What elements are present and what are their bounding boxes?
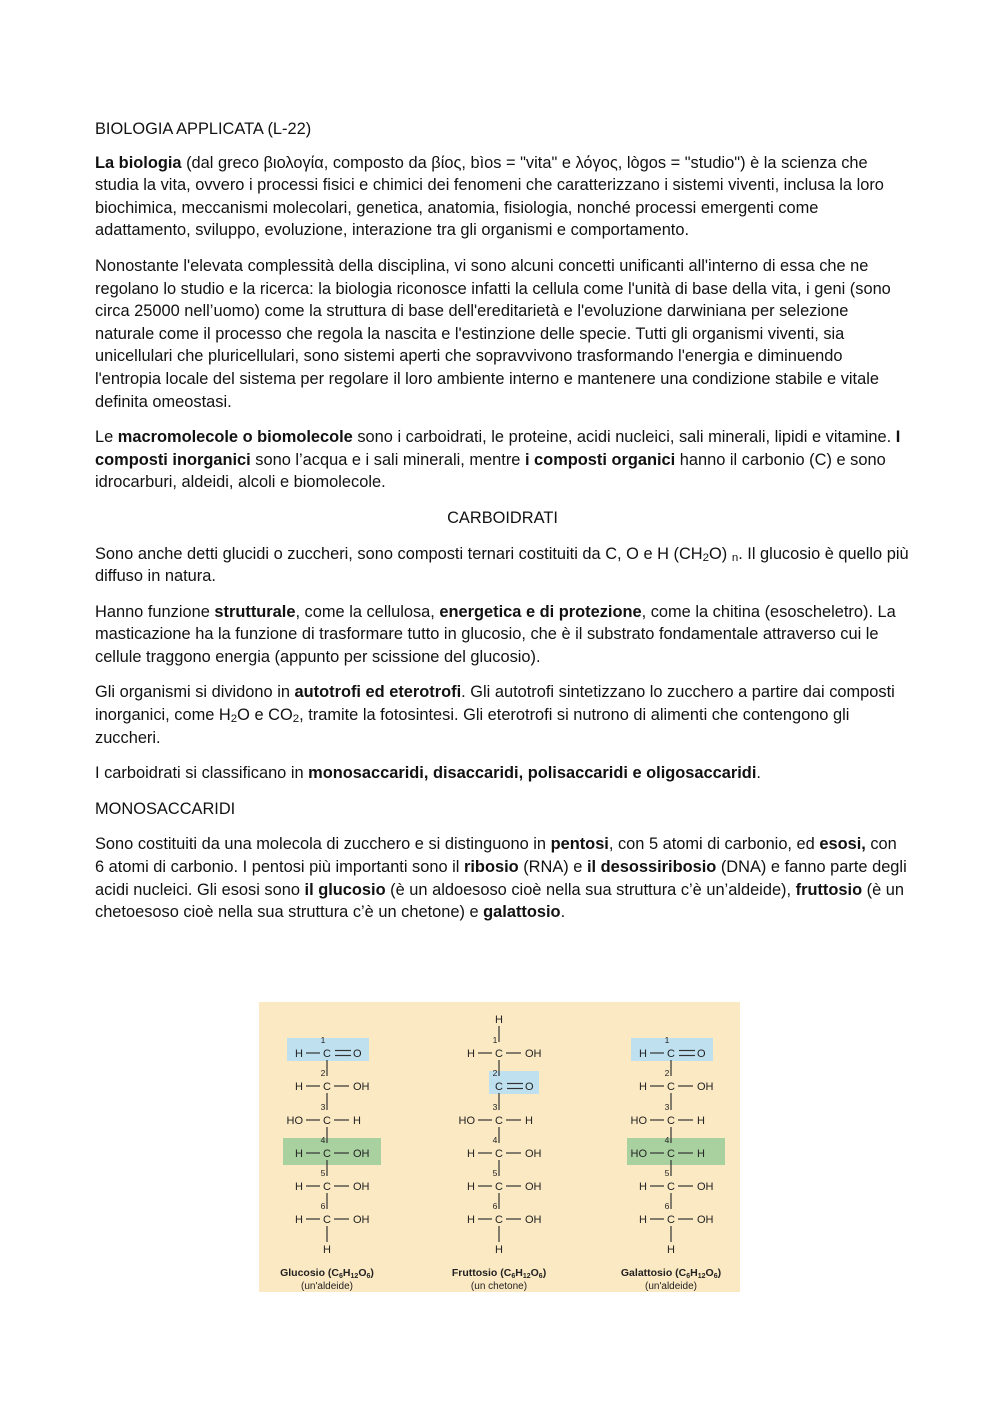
atom-left: H [467, 1148, 475, 1160]
atom-left: H [639, 1048, 647, 1060]
formula-part: Glucosio (C [280, 1267, 340, 1279]
atom-right: OH [525, 1148, 542, 1160]
text: , come la chitina (esoscheletro). La masticazione ha la funzione di trasformare tutto in glucosio, che è il substrato fondamentale attraverso cui le cellule traggono energia (appunto per scissione del glucosio). [95, 602, 896, 666]
atom-c: C [495, 1115, 503, 1127]
atom-right: OH [353, 1148, 370, 1160]
text: Le [95, 428, 118, 447]
molecule-type: (un'aldeide) [301, 1281, 353, 1292]
carbon-number: 4 [664, 1135, 670, 1145]
paragraph-carb-definition [95, 543, 910, 588]
text: (è un aldoesoso cioè nella sua struttura c’è un’aldeide), [385, 880, 796, 899]
carbon-number: 6 [320, 1201, 326, 1211]
atom-right: OH [697, 1214, 714, 1226]
text: . [560, 903, 566, 922]
molecule-type: (un'aldeide) [645, 1281, 697, 1292]
carbon-number: 1 [492, 1035, 498, 1045]
subscript: 2 [702, 551, 710, 564]
formula-part: O [530, 1267, 539, 1279]
molecule-name [621, 1267, 721, 1280]
subscript: 2 [292, 713, 300, 726]
atom-left: HO [458, 1115, 475, 1127]
atom-right: O [525, 1081, 534, 1093]
atom-c: C [323, 1148, 331, 1160]
text: . Il glucosio è quello più diffuso in natura. [95, 544, 909, 586]
term: ribosio [464, 858, 519, 877]
text: . [756, 764, 761, 783]
carbon-number: 2 [664, 1068, 670, 1078]
text: sono i carboidrati, le proteine, acidi nucleici, sali minerali, lipidi e vitamine. [352, 428, 896, 447]
text: con 6 atomi di carbonio. I pentosi più importanti sono il [95, 835, 897, 877]
text: Sono anche detti glucidi o zuccheri, sono composti ternari costituiti da C, O e H (CH [95, 544, 703, 563]
text: I carboidrati si classificano in [95, 764, 309, 783]
carbon-number: 5 [320, 1168, 326, 1178]
atom-h: H [323, 1244, 331, 1256]
section-heading-monosaccaridi: MONOSACCARIDI [95, 799, 236, 818]
carbon-number: 4 [492, 1135, 498, 1145]
atom-c: C [495, 1181, 503, 1193]
subscript: 6 [511, 1273, 516, 1280]
text: Sono costituiti da una molecola di zucchero e si distinguono in [95, 835, 551, 854]
atom-left: HO [630, 1115, 647, 1127]
subscript: 6 [686, 1273, 691, 1280]
atom-left: H [639, 1181, 647, 1193]
atom-left: H [467, 1048, 475, 1060]
atom-c: C [495, 1148, 503, 1160]
carbon-number: 1 [320, 1035, 326, 1045]
text: , con 5 atomi di carbonio, ed [608, 835, 820, 854]
text: O e CO [237, 706, 293, 725]
atom-h: H [495, 1014, 503, 1026]
atom-right: OH [697, 1081, 714, 1093]
atom-left: H [295, 1148, 303, 1160]
atom-c: C [495, 1081, 503, 1093]
carbon-number: 3 [664, 1102, 670, 1112]
term: macromolecole o biomolecole [117, 428, 353, 447]
paragraph-monosaccharides [95, 833, 910, 923]
term: il desossiribosio [586, 858, 717, 877]
document-body [95, 118, 910, 937]
term: strutturale [214, 602, 296, 621]
paragraph-classification [95, 762, 910, 785]
term: I composti inorganici [95, 428, 901, 469]
atom-left: HO [630, 1148, 647, 1160]
term: pentosi [550, 835, 609, 854]
atom-left: H [295, 1181, 303, 1193]
term: autotrofi ed eterotrofi [294, 683, 462, 702]
term: galattosio [483, 903, 561, 922]
formula-part: H [342, 1267, 351, 1279]
atom-right: OH [697, 1181, 714, 1193]
atom-right: H [525, 1115, 533, 1127]
atom-c: C [667, 1214, 675, 1226]
formula-part: H [690, 1267, 698, 1279]
carbon-number: 2 [492, 1068, 498, 1078]
carbon-number: 3 [492, 1102, 498, 1112]
paragraph-concepts: Nonostante l'elevata complessità della disciplina, vi sono alcuni concetti unificanti all'interno di essa che ne regolano lo studio e la ricerca: la biologia riconosce infatti la cellula come l'unità di base della vita, i geni (sono circa 25000 nell’uomo) come la struttura di base dell'ereditarietà e l'evoluzione darwiniana per selezione naturale come il processo che regola la nascita e l'estinzione delle specie. Tutti gli organismi viventi, sia unicellulari che pluricellulari, sono sistemi aperti che sopravvivono trasformando l'energia e diminuendo l'entropia locale del sistema per regolare il loro ambiente interno e mantenere una condizione stabile e vitale definita omeostasi. [95, 256, 891, 411]
formula-part: Fruttosio (C [451, 1267, 512, 1279]
atom-h: H [495, 1244, 503, 1256]
atom-left: H [639, 1214, 647, 1226]
molecule-name [280, 1267, 374, 1280]
subscript: 2 [230, 713, 238, 726]
term: il glucosio [304, 880, 386, 899]
paragraph-text: (dal greco βιολογία, composto da βίος, bìos = "vita" e λόγος, lògos = "studio") è la scienza che studia la vita, ovvero i processi fisici e chimici dei fenomeni che caratterizzano i sistemi viventi, inclusa la loro biochimica, meccanismi molecolari, genetica, anatomia, fisiologia, nonché processi emergenti come adattamento, sviluppo, evoluzione, interazione tra gli organismi e comportamento. [95, 153, 884, 240]
atom-right: OH [353, 1081, 370, 1093]
term: esosi, [819, 835, 866, 854]
term: monosaccaridi, disaccaridi, polisaccaridi e oligosaccaridi [308, 764, 757, 783]
molecule-type: (un chetone) [470, 1281, 528, 1292]
atom-right: OH [525, 1181, 542, 1193]
subscript: 6 [339, 1273, 343, 1280]
text: (DNA) e fanno parte degli acidi nucleici. Gli esosi sono [95, 858, 907, 899]
atom-c: C [667, 1148, 675, 1160]
atom-left: H [467, 1181, 475, 1193]
atom-h: H [667, 1244, 675, 1256]
formula-part: O [705, 1267, 714, 1279]
section-heading-carboidrati: CARBOIDRATI [447, 508, 558, 527]
atom-c: C [495, 1048, 503, 1060]
term-biologia: La biologia [95, 153, 182, 172]
structures-diagram [259, 1002, 740, 1292]
paragraph-macromolecules [95, 426, 910, 494]
atom-left: H [639, 1081, 647, 1093]
subscript: 12 [350, 1273, 359, 1280]
subscript: 6 [713, 1273, 718, 1280]
atom-c: C [667, 1081, 675, 1093]
text: , come la cellulosa, [295, 602, 440, 621]
atom-c: C [323, 1048, 331, 1060]
carbon-number: 5 [492, 1168, 498, 1178]
subscript: 6 [366, 1273, 371, 1280]
paragraph-organisms [95, 681, 910, 749]
atom-c: C [667, 1115, 675, 1127]
atom-right: H [697, 1148, 705, 1160]
text: Hanno funzione [95, 602, 215, 621]
atom-right: OH [525, 1048, 542, 1060]
term: fruttosio [795, 880, 863, 899]
atom-left: H [295, 1214, 303, 1226]
text: Gli organismi si dividono in [95, 683, 295, 702]
carbon-number: 4 [320, 1135, 326, 1145]
text: O) [709, 544, 732, 563]
carbon-number: 1 [664, 1035, 670, 1045]
paragraph-carb-function [95, 601, 910, 669]
formula-part: ) [542, 1267, 547, 1279]
formula-part: O [358, 1267, 367, 1279]
document-heading [95, 118, 910, 141]
formula-part: H [515, 1267, 523, 1279]
text: , tramite la fotosintesi. Gli eterotrofi si nutrono di alimenti che contengono gli zuccheri. [95, 706, 850, 747]
atom-left: H [295, 1081, 303, 1093]
atom-right: O [353, 1048, 362, 1060]
atom-c: C [667, 1048, 675, 1060]
subscript: n [731, 551, 739, 564]
text: sono l’acqua e i sali minerali, mentre [250, 450, 525, 469]
text: (è un chetoesoso cioè nella sua struttura c’è un chetone) e [95, 880, 905, 922]
atom-left: H [295, 1048, 303, 1060]
carbon-number: 2 [320, 1068, 326, 1078]
text: (RNA) e [518, 858, 587, 877]
atom-c: C [323, 1181, 331, 1193]
atom-right: H [697, 1115, 705, 1127]
atom-right: OH [353, 1181, 370, 1193]
formula-part: ) [717, 1267, 722, 1279]
atom-right: O [697, 1048, 706, 1060]
atom-c: C [667, 1181, 675, 1193]
atom-left: H [467, 1214, 475, 1226]
formula-part: ) [370, 1267, 374, 1279]
atom-right: OH [525, 1214, 542, 1226]
monosaccharide-structures-figure [259, 1002, 740, 1292]
heading-bold: BIOLOGIA APPLICATA [95, 120, 263, 138]
subscript: 6 [538, 1273, 543, 1280]
paragraph-definition [95, 152, 910, 242]
term: i composti organici [524, 450, 676, 469]
atom-right: H [353, 1115, 361, 1127]
atom-c: C [323, 1081, 331, 1093]
text: hanno il carbonio (C) e sono idrocarburi, aldeidi, alcoli e biomolecole. [95, 450, 886, 492]
atom-right: OH [353, 1214, 370, 1226]
atom-c: C [495, 1214, 503, 1226]
subscript: 12 [522, 1273, 531, 1280]
atom-c: C [323, 1214, 331, 1226]
text: . Gli autotrofi sintetizzano lo zucchero a partire dai composti inorganici, come H [95, 683, 895, 725]
atom-left: HO [286, 1115, 303, 1127]
term: energetica e di protezione [439, 602, 642, 621]
heading-code: (L-22) [262, 120, 312, 138]
carbon-number: 5 [664, 1168, 670, 1178]
molecule-name [452, 1267, 546, 1280]
carbon-number: 3 [320, 1102, 326, 1112]
formula-part: Galattosio (C [620, 1267, 687, 1279]
subscript: 12 [697, 1273, 706, 1280]
atom-c: C [323, 1115, 331, 1127]
carbon-number: 6 [492, 1201, 498, 1211]
carbon-number: 6 [664, 1201, 670, 1211]
